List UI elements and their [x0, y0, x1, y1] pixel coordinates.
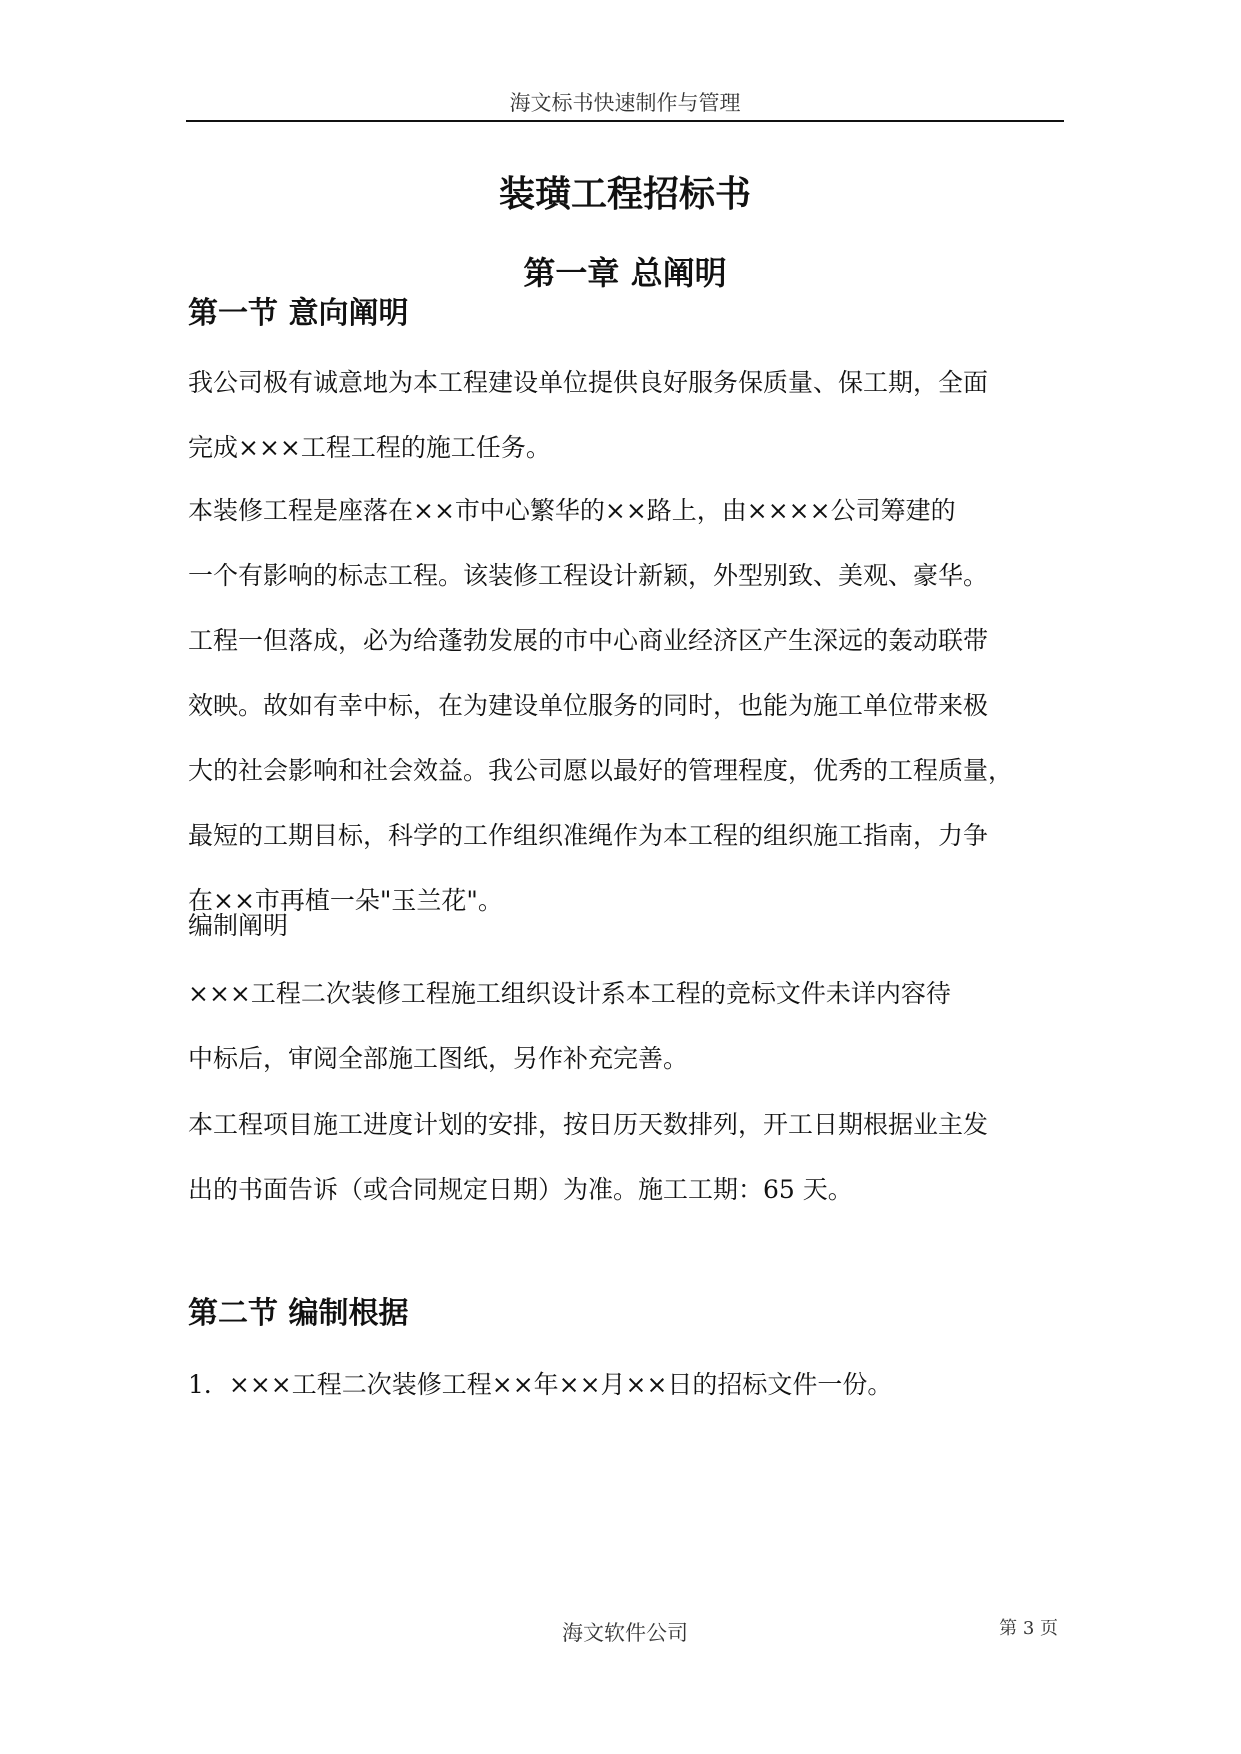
page-header: 海文标书快速制作与管理: [186, 86, 1064, 122]
paragraph-line: 本工程项目施工进度计划的安排，按日历天数排列，开工日期根据业主发: [188, 1110, 989, 1139]
paragraph-compilation-note: [188, 893, 1058, 958]
paragraph-line: ×××工程二次装修工程施工组织设计系本工程的竞标文件未详内容待: [188, 979, 951, 1008]
paragraph-line: 工程一但落成，必为给蓬勃发展的市中心商业经济区产生深远的轰动联带: [188, 626, 989, 655]
footer-page-number: 第 3 页: [999, 1618, 1058, 1639]
paragraph-line: 我公司极有诚意地为本工程建设单位提供良好服务保质量、保工期，全面: [188, 368, 989, 397]
paragraph-line: 本装修工程是座落在××市中心繁华的××路上，由××××公司筹建的: [188, 496, 956, 525]
paragraph-line: 中标后，审阅全部施工图纸，另作补充完善。: [188, 1044, 689, 1073]
paragraph-basis-item: [188, 1352, 1058, 1417]
paragraph-line: 完成×××工程工程的施工任务。: [188, 433, 551, 462]
footer-company: 海文软件公司: [562, 1621, 688, 1645]
paragraph-line: 1．×××工程二次装修工程××年××月××日的招标文件一份。: [188, 1370, 893, 1399]
paragraph-line: 最短的工期目标，科学的工作组织准绳作为本工程的组织施工指南，力争: [188, 821, 989, 850]
document-title: 装璜工程招标书: [498, 174, 751, 215]
paragraph-schedule: [188, 1092, 1058, 1222]
paragraph-line: 大的社会影响和社会效益。我公司愿以最好的管理程度，优秀的工程质量，: [188, 756, 1014, 785]
paragraph-line: 效映。故如有幸中标，在为建设单位服务的同时，也能为施工单位带来极: [188, 691, 989, 720]
section-heading-1: 第一节 意向阐明: [188, 296, 409, 331]
paragraph-line: 在××市再植一朵"玉兰花"。: [188, 886, 503, 915]
paragraph-line: 一个有影响的标志工程。该装修工程设计新颖，外型别致、美观、豪华。: [188, 561, 989, 590]
chapter-title: 第一章 总阐明: [523, 254, 727, 292]
section-heading-2: 第二节 编制根据: [188, 1296, 409, 1331]
paragraph-line: 编制阐明: [188, 911, 289, 940]
paragraph-intent: [188, 350, 1058, 480]
paragraph-line: 出的书面告诉（或合同规定日期）为准。施工工期：65 天。: [188, 1175, 853, 1204]
paragraph-project-description: [188, 478, 1058, 933]
paragraph-scope: [188, 961, 1058, 1091]
